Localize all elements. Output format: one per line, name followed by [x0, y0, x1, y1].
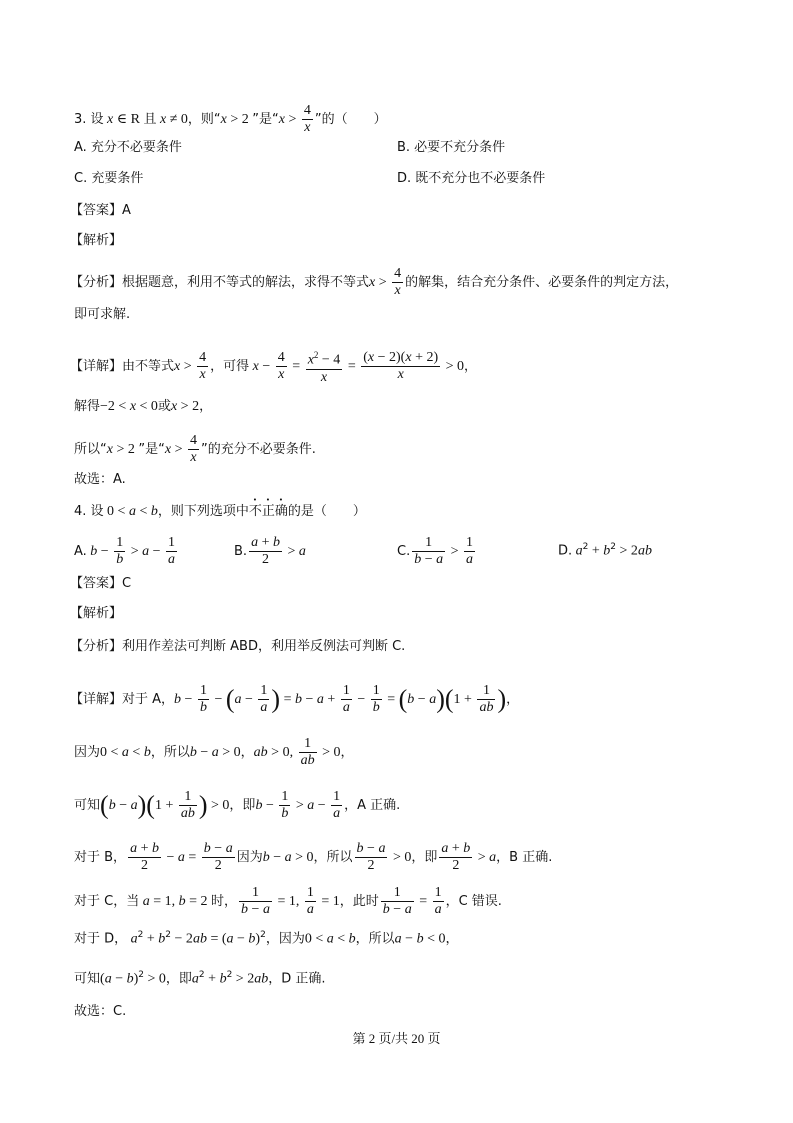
q4-option-a: A. b − $\frac{1}{b}$ > a − $\frac{1}{a}$ [74, 535, 176, 567]
q4-answer: 【答案】C [70, 576, 132, 591]
q3-choose: 故选：A. [74, 472, 126, 487]
q4-detail-d-conclusion: 可知$(a - b)^2 > 0$，即$a^2 + b^2 > 2ab$，D 正确. [74, 970, 326, 987]
q3-conclusion: 所以“x > 2 ”是“x > $\frac{4}{x}$ ”的充分不必要条件. [74, 433, 316, 465]
q4-detail-a: 【详解】对于 A，b − $\frac{1}{b}$ − (a − $\frac{1}{a}$ ) = b − a + $\frac{1}{a}$ − $\frac{1}{b}$ = (b − a)(1 + $\frac{1}{ab}$ )， [70, 683, 520, 715]
q3-option-a: A. 充分不必要条件 [74, 140, 182, 155]
q3-option-b: B. 必要不充分条件 [397, 140, 506, 155]
q4-stem: 4. 设 0 < a < b，则下列选项中不正确的是（ ） [74, 504, 366, 519]
q4-because: 因为0 < a < b，所以b − a > 0，ab > 0, $\frac{1}{ab}$ > 0， [74, 736, 354, 768]
q3-fenxi-end: 即可求解. [74, 307, 131, 322]
q4-detail-d: 对于 D， $a^2 + b^2 - 2ab = (a - b)^2$，因为0 < a < b，所以a − b < 0， [74, 930, 459, 947]
q3-solve: 解得−2 < x < 0或x > 2， [74, 399, 213, 414]
q4-option-d: D. $a^2 + b^2 > 2ab$ [558, 542, 652, 559]
q3-xiangjie: 【详解】由不等式x > $\frac{4}{x}$ ，可得 x − $\frac{4}{x}$ = $\frac{x^2 - 4}{x}$ = $\frac{(x - 2)(x + 2)}{x}$ > 0， [70, 347, 477, 386]
q3-answer: 【答案】A [70, 203, 131, 218]
q4-analysis-heading: 【解析】 [70, 606, 123, 621]
q4-option-b: B. $\frac{a + b}{2}$ > a [234, 535, 306, 567]
emphasis-dots: 不正确 [248, 504, 288, 519]
q4-detail-b: 对于 B， $\frac{a + b}{2}$ − a = $\frac{b - a}{2}$ 因为b − a > 0，所以 $\frac{b - a}{2}$ > 0，即 $\frac{a + b}{2}$ > a，B 正确. [74, 841, 553, 873]
q4-option-c: C. $\frac{1}{b - a}$ > $\frac{1}{a}$ [397, 535, 474, 567]
q4-fenxi: 【分析】利用作差法可判断 ABD，利用举反例法可判断 C. [70, 639, 406, 654]
q3-option-d: D. 既不充分也不必要条件 [397, 171, 546, 186]
q4-know-a: 可知(b − a)(1 + $\frac{1}{ab}$ ) > 0，即b − $\frac{1}{b}$ > a − $\frac{1}{a}$ ，A 正确. [74, 789, 401, 821]
page-footer: 第 2 页/共 20 页 [352, 1031, 441, 1046]
q4-detail-c: 对于 C，当 a = 1, b = 2 时， $\frac{1}{b - a}$ = 1, $\frac{1}{a}$ = 1，此时 $\frac{1}{b - a}$ = $\frac{1}{a}$ ，C 错误. [74, 885, 502, 917]
q3-option-c: C. 充要条件 [74, 171, 144, 186]
q4-choose: 故选：C. [74, 1004, 127, 1019]
q3-analysis-heading: 【解析】 [70, 233, 123, 248]
q3-fenxi: 【分析】根据题意，利用不等式的解法，求得不等式x > $\frac{4}{x}$ 的解集，结合充分条件、必要条件的判定方法， [70, 266, 679, 298]
q3-stem: 3. 设 x ∈ R 且 x ≠ 0，则“x > 2 ”是“x > $\frac{4}{x}$ ”的（ ） [74, 103, 387, 135]
